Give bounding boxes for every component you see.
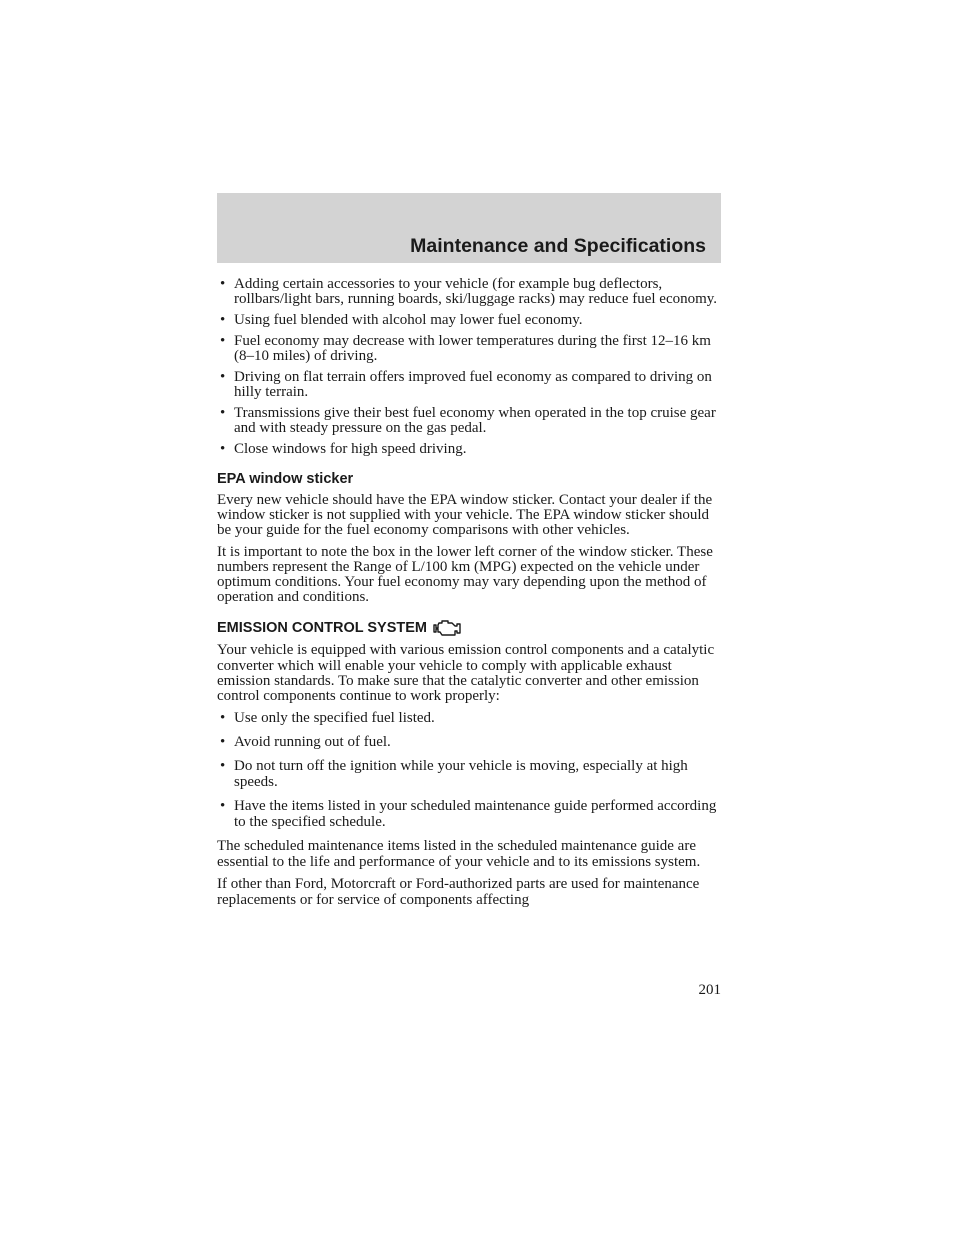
page-content [217, 277, 721, 908]
parts-paragraph: If other than Ford, Motorcraft or Ford-authorized parts are used for maintenance replacements or for service of components affecting [217, 876, 700, 909]
list-item: • Using fuel blended with alcohol may lower fuel economy. [217, 313, 721, 328]
list-item: • Have the items listed in your scheduled maintenance guide performed according to the specified schedule. [217, 798, 721, 830]
list-item: • Transmissions give their best fuel economy when operated in the top cruise gear and with steady pressure on the gas pedal. [217, 406, 721, 436]
epa-paragraph-1: Every new vehicle should have the EPA window sticker. Contact your dealer if the window sticker is not supplied with your vehicle. The EPA window sticker should be your guide for the fuel economy comparisons with other vehicles. [217, 492, 713, 539]
scheduled-maintenance-paragraph: The scheduled maintenance items listed in the scheduled maintenance guide are essential to the life and performance of your vehicle and to its emissions system. [217, 838, 701, 871]
section-header [217, 193, 721, 263]
list-item: • Use only the specified fuel listed. [217, 710, 721, 726]
list-item: • Do not turn off the ignition while your vehicle is moving, especially at high speeds. [217, 758, 721, 790]
epa-heading: EPA window sticker [217, 471, 354, 487]
list-item: • Adding certain accessories to your vehicle (for example bug deflectors, rollbars/light bars, running boards, ski/luggage racks) may reduce fuel economy. [217, 277, 721, 307]
emission-heading-text: EMISSION CONTROL SYSTEM [217, 620, 428, 637]
engine-icon [433, 618, 463, 638]
list-item: • Avoid running out of fuel. [217, 734, 721, 750]
manual-page [217, 193, 721, 914]
fuel-economy-tips-list [217, 277, 721, 457]
emission-intro: Your vehicle is equipped with various emission control components and a catalytic converter which will enable your vehicle to comply with applicable exhaust emission standards. To make sure that the catalytic converter and other emission control components continue to work properly: [217, 642, 715, 705]
emission-tips-list [217, 710, 721, 830]
section-title: Maintenance and Specifications [410, 235, 706, 257]
list-item: • Driving on flat terrain offers improved fuel economy as compared to driving on hilly terrain. [217, 370, 721, 400]
list-item: • Close windows for high speed driving. [217, 442, 721, 457]
epa-paragraph-2: It is important to note the box in the lower left corner of the window sticker. These numbers represent the Range of L/100 km (MPG) expected on the vehicle under optimum conditions. Your fuel economy may vary depending upon the method of operation and conditions. [217, 543, 713, 606]
page-number: 201 [698, 982, 721, 998]
list-item: • Fuel economy may decrease with lower temperatures during the first 12–16 km (8–10 miles) of driving. [217, 334, 721, 364]
emission-heading [217, 618, 721, 638]
